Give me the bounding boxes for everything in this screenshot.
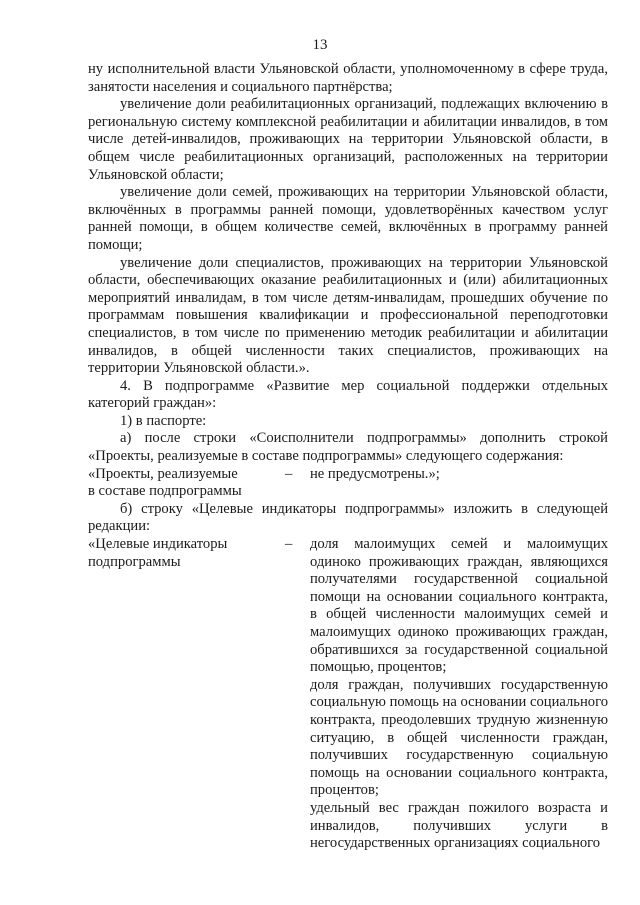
- page-number: 13: [312, 37, 328, 53]
- projects-label: «Проекты, реализуемые: [88, 465, 238, 482]
- targets-label: «Целевые индикаторы подпрограммы: [88, 536, 228, 570]
- paragraph-passport: 1) в паспорте:: [120, 412, 207, 429]
- target-indicator: доля граждан, получивших государственную социальную помощь на основании социального контракта, преодолевших трудную жизненную ситуацию, в общей численности граждан, получивших государственную социальную помощь на основании социального контракта, процентов;: [310, 676, 608, 799]
- target-indicator: удельный вес граждан пожилого возраста и инвалидов, получивших услуги в негосударственных организациях социального: [310, 799, 608, 852]
- targets-row: [88, 536, 608, 853]
- projects-label-continuation: в составе подпрограммы: [88, 483, 242, 500]
- projects-dash: –: [285, 465, 293, 482]
- targets-dash: –: [285, 536, 293, 553]
- paragraph-specialists: увеличение доли специалистов, проживающих на территории Ульяновской области, обеспечивающих оказание реабилитационных и (или) абилитационных мероприятий инвалидам, в том числе детям-инвалидам, прошедших обучение по программам повышения квалификации и профессиональной переподготовки специалистов, в том числе по применению методик реабилитации и абилитации инвалидов, в общей численности таких специалистов, проживающих на территории Ульяновской области.».: [88, 254, 608, 377]
- paragraph-item-a: а) после строки «Соисполнители подпрограммы» дополнить строкой «Проекты, реализуемые в составе подпрограммы» следующего содержания:: [88, 430, 608, 465]
- paragraph-rehab-organizations: увеличение доли реабилитационных организаций, подлежащих включению в региональную систему комплексной реабилитации и абилитации инвалидов, в том числе детей-инвалидов, проживающих на территории Ульяновской области, в общем числе реабилитационных организаций, расположенных на территории Ульяновской области;: [88, 96, 608, 183]
- paragraph-continuation: ну исполнительной власти Ульяновской области, уполномоченному в сфере труда, занятости населения и социального партнёрства;: [88, 61, 608, 95]
- document-body: [88, 61, 608, 853]
- targets-items: [310, 536, 608, 853]
- paragraph-subprogram-4: 4. В подпрограмме «Развитие мер социальной поддержки отдельных категорий граждан»:: [88, 377, 608, 412]
- target-indicator: доля малоимущих семей и малоимущих одиноко проживающих граждан, являющихся получателями государственной социальной помощи на основании социального контракта, в общей численности малоимущих семей и малоимущих одиноко проживающих граждан, обратившихся за государственной социальной помощью, процентов;: [310, 536, 608, 676]
- projects-row: [88, 466, 608, 484]
- projects-value: не предусмотрены.»;: [310, 465, 440, 482]
- paragraph-early-help-families: увеличение доли семей, проживающих на территории Ульяновской области, включённых в программы ранней помощи, удовлетворённых качеством услуг ранней помощи, в общем количестве семей, включённых в программу ранней помощи;: [88, 184, 608, 253]
- paragraph-item-b: б) строку «Целевые индикаторы подпрограммы» изложить в следующей редакции:: [88, 500, 608, 535]
